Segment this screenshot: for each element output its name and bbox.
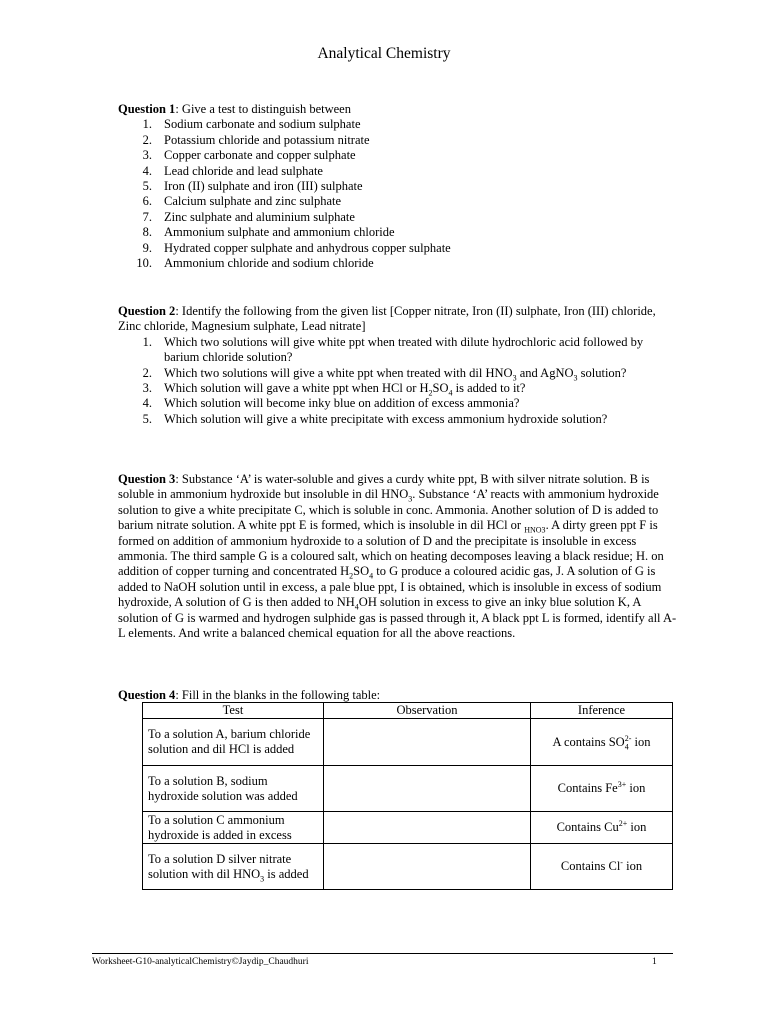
- page-title: Analytical Chemistry: [317, 45, 451, 62]
- list-item: 1. Sodium carbonate and sodium sulphate: [142, 117, 361, 132]
- question-3-text: Question 3: Substance ‘A’ is water-soluble and gives a curdy white ppt, B with silver nitrate solution. B is soluble in ammonium hydroxide but insoluble in dil $HNO_3$. Substance ‘A’ reacts with ammonium hydroxide solution to give a white precipitate C, which is soluble in conc. Ammonia. Another solution of D is added to barium nitrate solution. A white ppt E is formed, which is insoluble in dil HCl or $_{HNO3}$. A dirty green ppt F is formed on addition of ammonium hydroxide to a solution of D and the precipitate is insoluble in excess ammonia. The third sample G is a coloured salt, which on heating decomposes leaving a black residue; H. on addition of copper turning and concentrated $H_2SO_4$ to G produce a coloured acidic gas, J. A solution of G is added to NaOH solution until in excess, a pale blue ppt, I is obtained, which is insoluble in excess of sodium hydroxide, A solution of G is then added to $NH_4OH$ solution in excess to give an inky blue solution K, A solution of G is warmed and hydrogen sulphide gas is passed through it, A black ppt L is formed, identify all A-L elements. And write a balanced chemical equation for all the above reactions.: [118, 472, 677, 641]
- question-1-label: Question 1: [118, 102, 176, 116]
- list-item: 5. Iron (II) sulphate and iron (III) sulphate: [142, 179, 363, 194]
- question-2: [118, 304, 678, 427]
- question-4-intro: Question 4: Fill in the blanks in the following table:: [118, 688, 381, 702]
- list-item: 6. Calcium sulphate and zinc sulphate: [142, 194, 342, 209]
- list-item: 5. Which solution will give a white precipitate with excess ammonium hydroxide solution?: [142, 411, 608, 426]
- question-3: [118, 472, 678, 641]
- observation-cell-blank: [324, 812, 531, 844]
- question-2-list: [118, 335, 678, 427]
- observation-cell-blank: [324, 719, 531, 766]
- table-row: [143, 812, 673, 844]
- page-number: 1: [652, 957, 657, 967]
- column-header-inference: Inference: [531, 703, 673, 719]
- column-header-test: Test: [143, 703, 324, 719]
- test-cell: To a solution A, barium chloride solution and dil HCl is added: [143, 719, 324, 766]
- question-1-intro: Question 1: Give a test to distinguish between: [118, 102, 351, 116]
- list-item: 3. Which solution will gave a white ppt when HCl or $H_2SO_4$ is added to it?: [142, 381, 526, 398]
- list-item: 7. Zinc sulphate and aluminium sulphate: [142, 209, 355, 224]
- table-row: [143, 719, 673, 766]
- question-2-intro: Question 2: Identify the following from the given list [Copper nitrate, Iron (II) sulphate, Iron (III) chloride, Zinc chloride, Magnesium sulphate, Lead nitrate]: [118, 304, 656, 334]
- list-item: 3. Copper carbonate and copper sulphate: [142, 148, 356, 163]
- footer-divider: [92, 953, 673, 954]
- inference-cell: A contains $SO_4^{2-}$ ion: [531, 719, 673, 766]
- question-4-label: Question 4: [118, 688, 176, 702]
- list-item: 2. Which two solutions will give a white ppt when treated with dil $HNO_3$ and AgNO$_3$ solution?: [142, 365, 627, 383]
- list-item: 4. Lead chloride and lead sulphate: [142, 163, 323, 178]
- test-cell: To a solution D silver nitrate solution with dil $HNO_3$ is added: [143, 844, 324, 890]
- test-cell: To a solution B, sodium hydroxide solution was added: [143, 766, 324, 812]
- footer-credit: Worksheet-G10-analyticalChemistry©Jaydip_Chaudhuri: [92, 957, 309, 967]
- column-header-observation: Observation: [324, 703, 531, 719]
- question-2-label: Question 2: [118, 304, 176, 318]
- inference-cell: Contains $Fe^{3+}$ ion: [531, 766, 673, 812]
- list-item: 4. Which solution will become inky blue on addition of excess ammonia?: [142, 396, 520, 411]
- table-row: [143, 766, 673, 812]
- question-1: [118, 102, 678, 271]
- fill-in-table: [142, 702, 673, 890]
- list-item: 10. Ammonium chloride and sodium chloride: [136, 256, 374, 271]
- list-item: 9. Hydrated copper sulphate and anhydrous copper sulphate: [142, 240, 451, 255]
- table-row: [143, 844, 673, 890]
- list-item: 8. Ammonium sulphate and ammonium chloride: [142, 225, 395, 240]
- list-item: 1. Which two solutions will give white ppt when treated with dilute hydrochloric acid followed by barium chloride solution?: [142, 334, 644, 365]
- question-3-label: Question 3: [118, 472, 176, 486]
- table-header-row: [143, 703, 673, 719]
- question-1-list: [118, 117, 678, 271]
- observation-cell-blank: [324, 844, 531, 890]
- test-cell: To a solution C ammonium hydroxide is added in excess: [143, 812, 324, 844]
- inference-cell: Contains Cl- ion: [531, 844, 673, 890]
- inference-cell: Contains $Cu^{2+}$ ion: [531, 812, 673, 844]
- observation-cell-blank: [324, 766, 531, 812]
- list-item: 2. Potassium chloride and potassium nitrate: [142, 132, 370, 147]
